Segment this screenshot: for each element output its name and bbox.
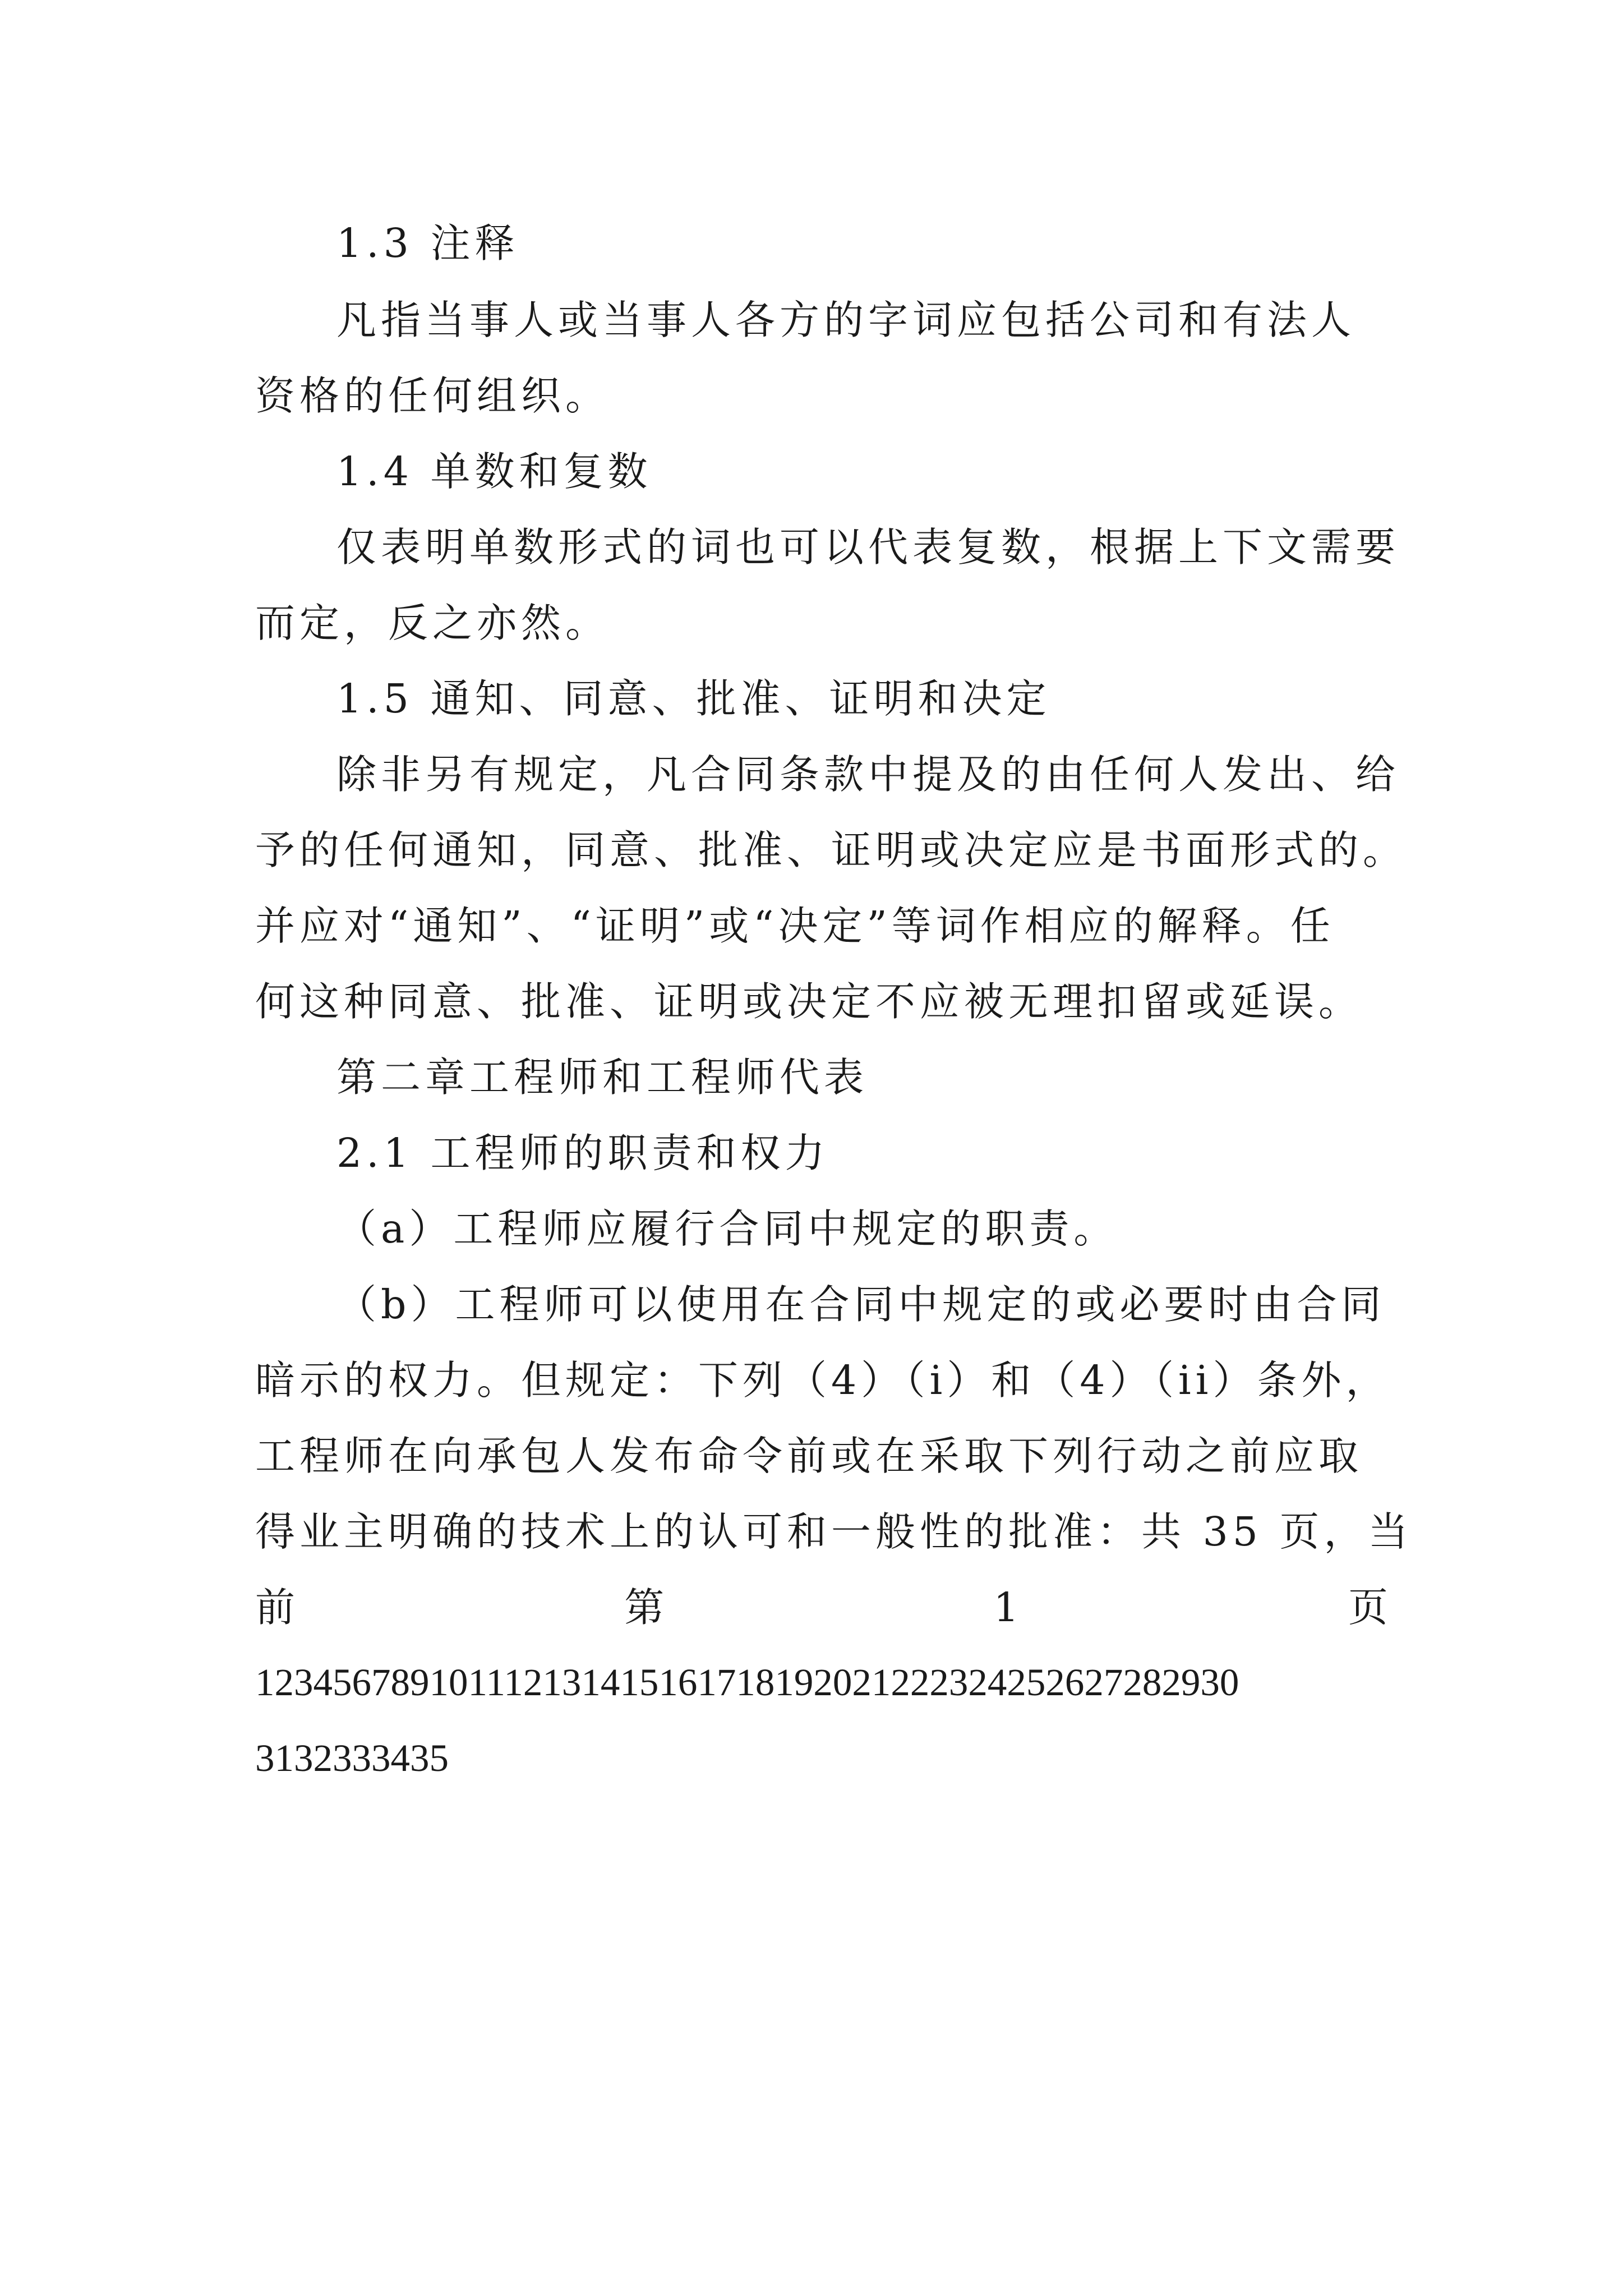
page-number-list: 123456789101112131415161718192021222324252627282930	[255, 1661, 1239, 1704]
paragraph-line: 予的任何通知，同意、批准、证明或决定应是书面形式的。	[255, 827, 1408, 873]
paragraph-line: 而定，反之亦然。	[255, 600, 610, 646]
heading-1-5: 1.5 通知、同意、批准、证明和决定	[336, 675, 1051, 722]
chapter-heading: 第二章工程师和工程师代表	[336, 1054, 869, 1101]
heading-1-3: 1.3 注释	[336, 220, 519, 266]
heading-1-4: 1.4 单数和复数	[336, 448, 652, 495]
paragraph-line: 仅表明单数形式的词也可以代表复数，根据上下文需要	[336, 524, 1400, 570]
heading-2-1: 2.1 工程师的职责和权力	[336, 1130, 829, 1176]
page-number-list: 3132333435	[255, 1737, 449, 1779]
paragraph-line: 资格的任何组织。	[255, 372, 610, 419]
paragraph-line: 除非另有规定，凡合同条款中提及的由任何人发出、给	[336, 751, 1400, 798]
paragraph-line: 何这种同意、批准、证明或决定不应被无理扣留或延误。	[255, 978, 1363, 1025]
paragraph-line: 得业主明确的技术上的认可和一般性的批准：共 35 页，当	[255, 1508, 1413, 1555]
page-indicator-word: 前	[255, 1584, 296, 1631]
paragraph-line: （a）工程师应履行合同中规定的职责。	[336, 1205, 1118, 1252]
page-indicator-number: 1	[993, 1584, 1019, 1631]
paragraph-line: 凡指当事人或当事人各方的字词应包括公司和有法人	[336, 297, 1356, 343]
page-indicator-word: 第	[624, 1584, 665, 1631]
page-indicator-word: 页	[1348, 1584, 1388, 1631]
paragraph-line: （b）工程师可以使用在合同中规定的或必要时由合同	[336, 1281, 1386, 1328]
paragraph-line: 并应对“通知”、“证明”或“决定”等词作相应的解释。任	[255, 903, 1335, 949]
paragraph-line: 工程师在向承包人发布命令前或在采取下列行动之前应取	[255, 1433, 1363, 1479]
paragraph-line: 暗示的权力。但规定：下列（4）（i）和（4）（ii）条外，	[255, 1357, 1390, 1404]
page-indicator	[255, 1584, 1388, 1631]
